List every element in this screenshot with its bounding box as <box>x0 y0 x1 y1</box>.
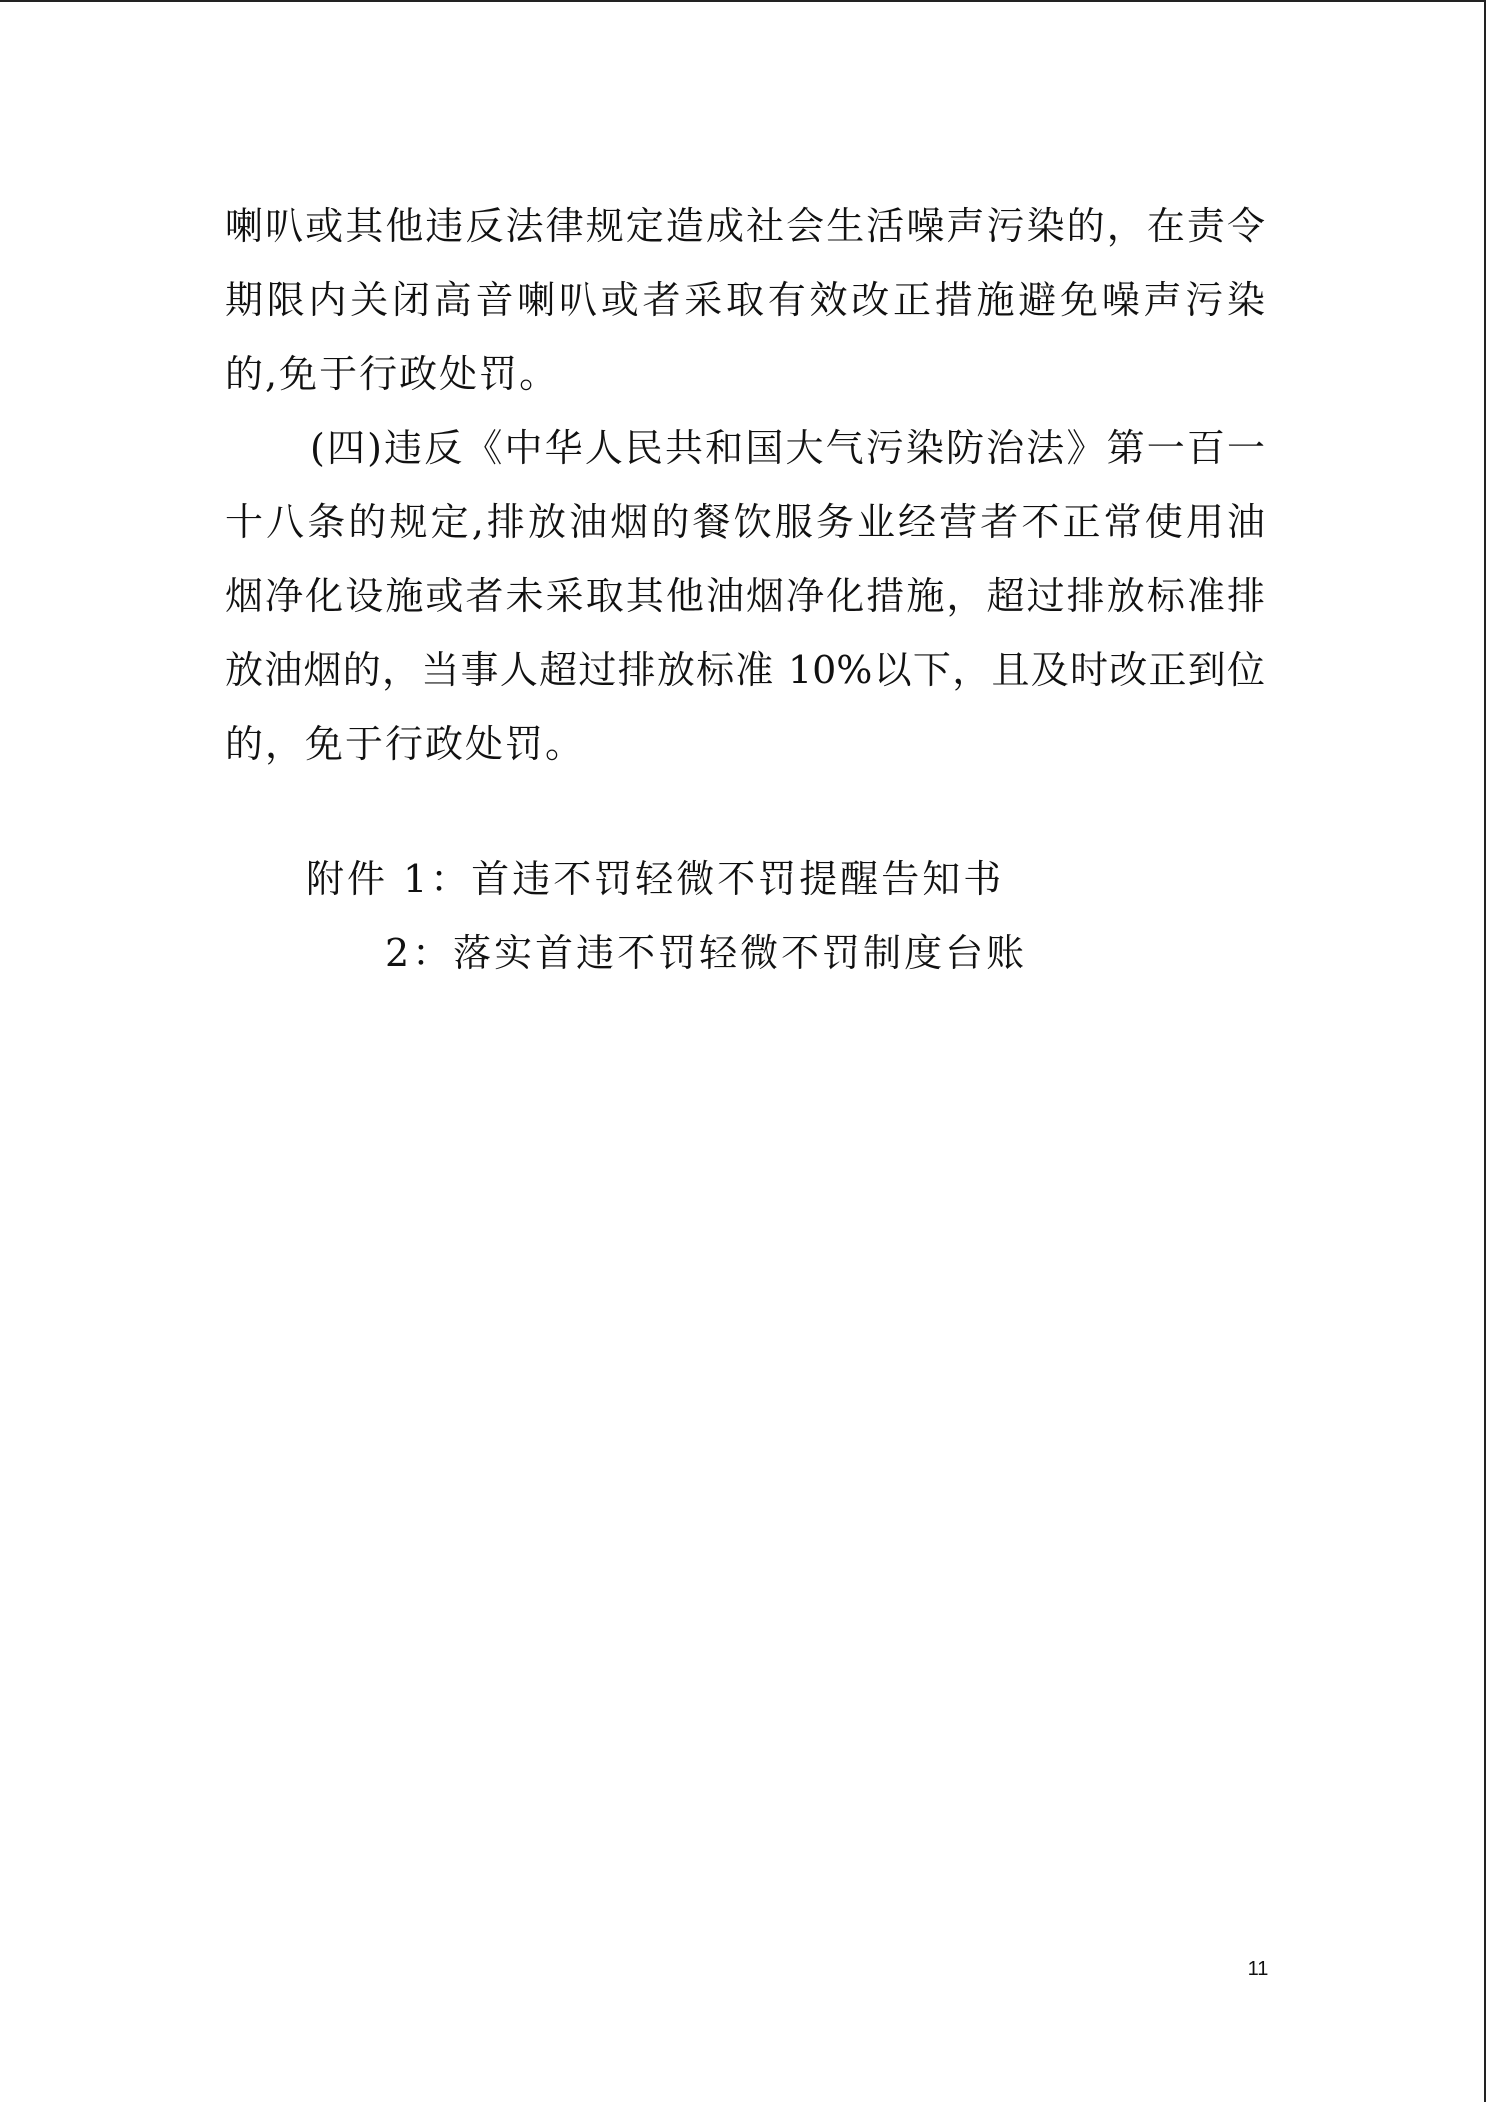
body-line-3: 的,免于行政处罚。 <box>225 352 560 396</box>
attachment-2: 2：落实首违不罚轻微不罚制度台账 <box>385 931 1028 975</box>
body-line-4: (四)违反《中华人民共和国大气污染防治法》第一百一 <box>310 426 1265 470</box>
body-line-5: 十八条的规定,排放油烟的餐饮服务业经营者不正常使用油 <box>225 500 1265 544</box>
body-line-2: 期限内关闭高音喇叭或者采取有效改正措施避免噪声污染 <box>225 278 1265 322</box>
body-line-6: 烟净化设施或者未采取其他油烟净化措施，超过排放标准排 <box>225 574 1265 618</box>
body-line-1: 喇叭或其他违反法律规定造成社会生活噪声污染的，在责令 <box>225 204 1265 248</box>
body-line-7: 放油烟的，当事人超过排放标准 10%以下，且及时改正到位 <box>225 648 1265 692</box>
attachment-1: 附件 1：首违不罚轻微不罚提醒告知书 <box>306 857 1005 901</box>
body-line-8: 的，免于行政处罚。 <box>225 722 586 766</box>
page-number: 11 <box>1247 1958 1269 1980</box>
